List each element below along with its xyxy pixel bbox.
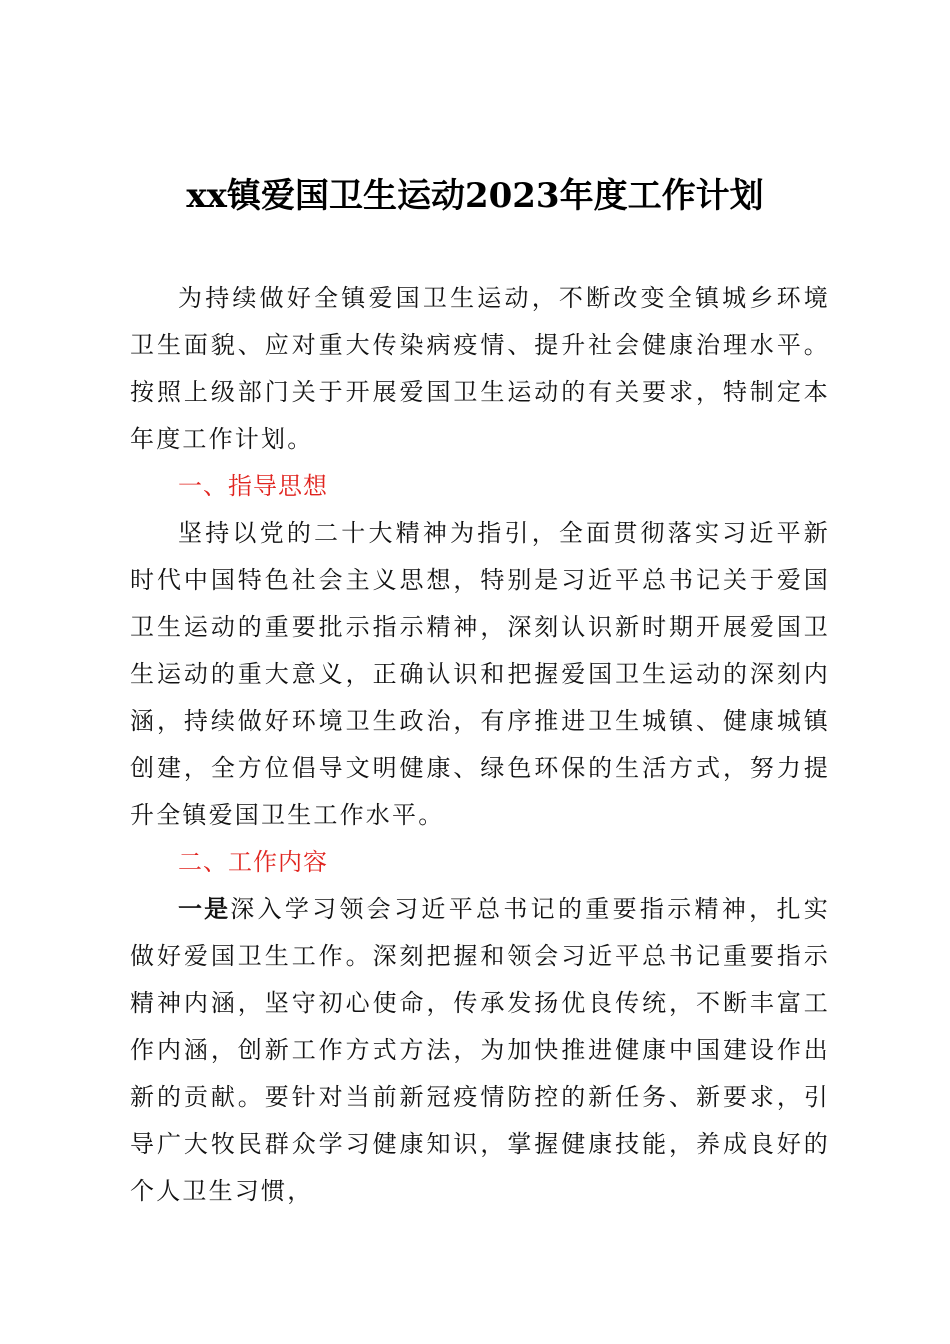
item-text: 深入学习领会习近平总书记的重要指示精神，扎实做好爱国卫生工作。深刻把握和领会习近平总书记重要指示精神内涵，坚守初心使命，传承发扬优良传统，不断丰富工作内涵，创新工作方式方法，为加快推进健康中国建设作出新的贡献。要针对当前新冠疫情防控的新任务、新要求，引导广大牧民群众学习健康知识，掌握健康技能，养成良好的个人卫生习惯， bbox=[130, 895, 831, 1205]
document-body bbox=[130, 275, 830, 1215]
work-content-paragraph bbox=[130, 886, 830, 1215]
document-title: xx镇爱国卫生运动2023年度工作计划 bbox=[186, 176, 764, 216]
intro-paragraph: 为持续做好全镇爱国卫生运动，不断改变全镇城乡环境卫生面貌、应对重大传染病疫情、提升社会健康治理水平。按照上级部门关于开展爱国卫生运动的有关要求，特制定本年度工作计划。 bbox=[130, 284, 830, 453]
section-heading-work-content: 二、工作内容 bbox=[178, 848, 328, 876]
item-lead-label: 一是 bbox=[178, 895, 231, 923]
guiding-ideology-paragraph: 坚持以党的二十大精神为指引，全面贯彻落实习近平新时代中国特色社会主义思想，特别是习近平总书记关于爱国卫生运动的重要批示指示精神，深刻认识新时期开展爱国卫生运动的重大意义，正确认识和把握爱国卫生运动的深刻内涵，持续做好环境卫生政治，有序推进卫生城镇、健康城镇创建，全方位倡导文明健康、绿色环保的生活方式，努力提升全镇爱国卫生工作水平。 bbox=[130, 519, 830, 829]
section-heading-guiding-ideology: 一、指导思想 bbox=[178, 472, 328, 500]
